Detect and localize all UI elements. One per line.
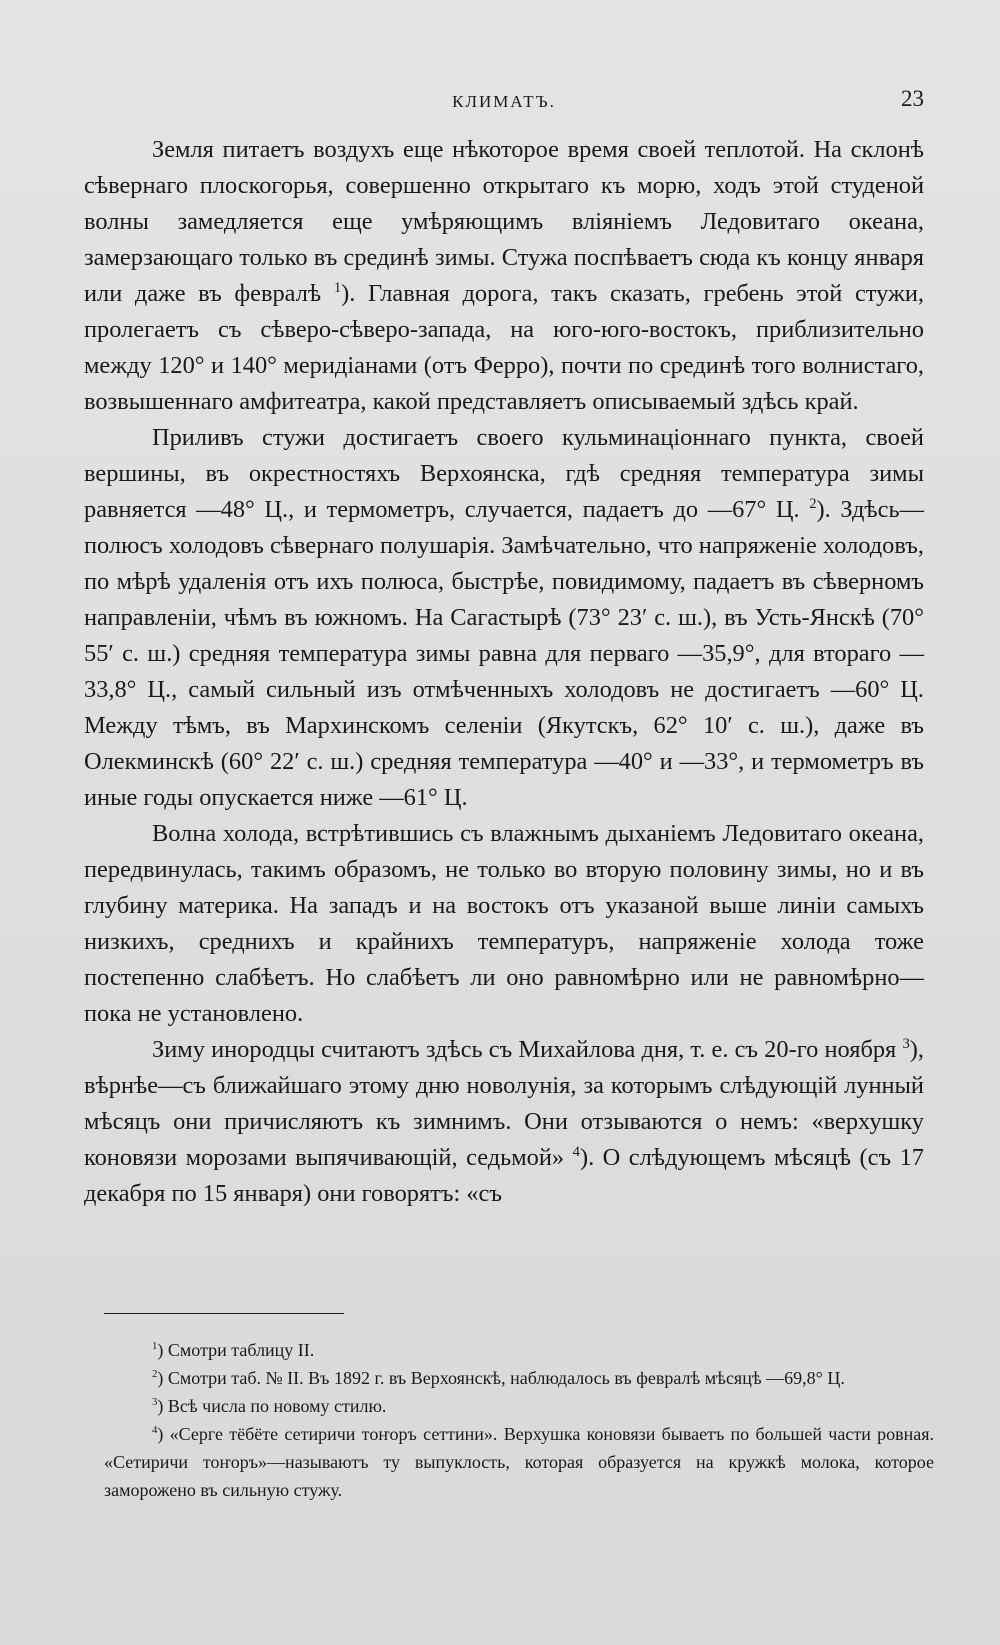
paragraph-text: ), вѣрнѣе—съ ближайшаго этому дню новолунія, за которымъ слѣдующій лунный мѣсяцъ они причисляютъ къ зимнимъ. Они отзываются о немъ: «верхушку коновязи морозами выпячивающій, седьмой» bbox=[84, 1036, 924, 1171]
paragraph bbox=[84, 816, 924, 1032]
paragraph bbox=[84, 1032, 924, 1212]
paragraph-text: Земля питаетъ воздухъ еще нѣкоторое время своей теплотой. На склонѣ сѣвернаго плоскогорья, совершенно открытаго къ морю, ходъ этой студеной волны замедляется еще умѣряющимъ вліяніемъ Ледовитаго океана, замерзающаго только въ срединѣ зимы. Стужа поспѣваетъ сюда къ концу января или даже въ февралѣ bbox=[84, 136, 924, 307]
footnote-mark: 2 bbox=[152, 1368, 158, 1380]
paragraph-text: ). Здѣсь—полюсъ холодовъ сѣвернаго полушарія. Замѣчательно, что напряженіе холодовъ, по мѣрѣ удаленія отъ ихъ полюса, быстрѣе, повидимому, падаетъ въ сѣверномъ направленіи, чѣмъ въ южномъ. На Сагастырѣ (73° 23′ с. ш.), въ Усть-Янскѣ (70° 55′ с. ш.) средняя температура зимы равна для перваго —35,9°, для втораго —33,8° Ц., самый сильный изъ отмѣченныхъ холодовъ не достигаетъ —60° Ц. Между тѣмъ, въ Мархинскомъ селеніи (Якутскъ, 62° 10′ с. ш.), даже въ Олекминскѣ (60° 22′ с. ш.) средняя температура —40° и —33°, и термометръ въ иные годы опускается ниже —61° Ц. bbox=[84, 496, 924, 811]
body-text bbox=[84, 132, 924, 1212]
paragraph bbox=[84, 420, 924, 816]
paragraph-text: ). Главная дорога, такъ сказать, гребень этой стужи, пролегаетъ съ сѣверо-сѣверо-запада, на юго-юго-востокъ, приблизительно между 120° и 140° меридіанами (отъ Ферро), почти по срединѣ того волнистаго, возвышеннаго амфитеатра, какой представляетъ описываемый здѣсь край. bbox=[84, 280, 925, 415]
footnote-text: ) Всѣ числа по новому стилю. bbox=[157, 1396, 387, 1416]
running-head bbox=[84, 86, 924, 116]
paragraph-text: Зиму инородцы считаютъ здѣсь съ Михайлова дня, т. е. съ 20-го ноября bbox=[152, 1036, 897, 1063]
footnotes bbox=[104, 1336, 934, 1504]
footnote-text: ) Смотри таб. № II. Въ 1892 г. въ Верхоянскѣ, наблюдалось въ февралѣ мѣсяцѣ —69,8° Ц. bbox=[157, 1368, 845, 1388]
footnote-mark: 4 bbox=[152, 1424, 158, 1436]
footnote bbox=[104, 1336, 934, 1364]
footnote-ref: 4 bbox=[572, 1143, 580, 1160]
footnote bbox=[104, 1420, 934, 1504]
footnote-text: ) Смотри таблицу II. bbox=[157, 1340, 315, 1360]
page-number: 23 bbox=[901, 86, 924, 111]
paragraph-text: Волна холода, встрѣтившись съ влажнымъ дыханіемъ Ледовитаго океана, передвинулась, такимъ образомъ, не только во вторую половину зимы, но и въ глубину материка. На западъ и на востокъ отъ указаной выше линіи самыхъ низкихъ, среднихъ и крайнихъ температуръ, напряженіе холода тоже постепенно слабѣетъ. Но слабѣетъ ли оно равномѣрно или не равномѣрно—пока не установлено. bbox=[84, 820, 924, 1027]
footnote-divider bbox=[104, 1313, 344, 1314]
paragraph-text: Приливъ стужи достигаетъ своего кульминаціоннаго пункта, своей вершины, въ окрестностяхъ Верхоянска, гдѣ средняя температура зимы равняется —48° Ц., и термометръ, случается, падаетъ до —67° Ц. bbox=[84, 424, 924, 523]
footnote-ref: 1 bbox=[333, 279, 342, 296]
paragraph-text: ). О слѣдующемъ мѣсяцѣ (съ 17 декабря по 15 января) они говорятъ: «съ bbox=[84, 1144, 924, 1207]
footnote-ref: 2 bbox=[809, 495, 817, 512]
running-title: КЛИМАТЪ. bbox=[452, 92, 556, 111]
footnote-text: ) «Серге тёбёте сетиричи тоҥоръ сеттини». Верхушка коновязи бываетъ по большей части ровная. «Сетиричи тоҥоръ»—называютъ ту выпуклость, которая образуется на кружкѣ молока, которое заморожено въ сильную стужу. bbox=[104, 1424, 934, 1500]
footnote-mark: 1 bbox=[152, 1340, 158, 1352]
footnote bbox=[104, 1364, 934, 1392]
footnote-mark: 3 bbox=[152, 1396, 158, 1408]
footnote-ref: 3 bbox=[902, 1035, 910, 1052]
paragraph bbox=[84, 132, 924, 420]
footnote bbox=[104, 1392, 934, 1420]
